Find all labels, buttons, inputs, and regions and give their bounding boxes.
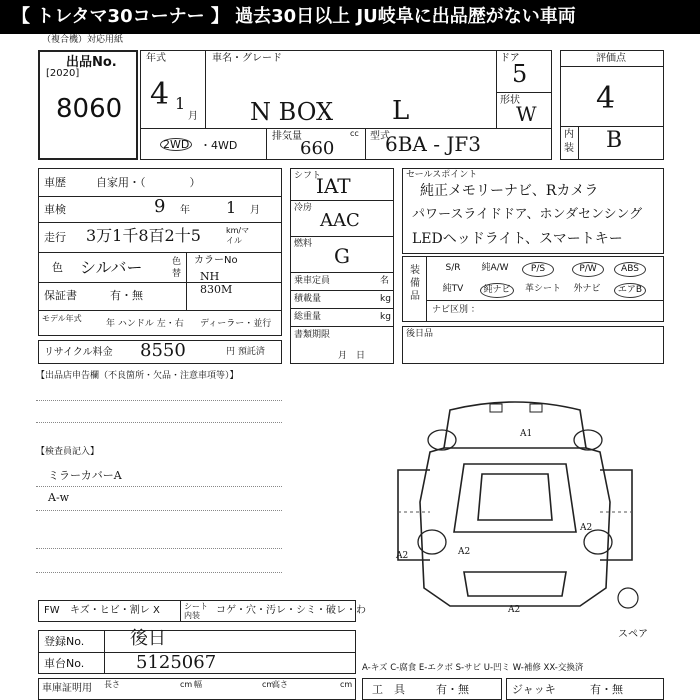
door-label: ドア — [500, 53, 520, 64]
garage-cert-label: 車庫証明用 — [42, 683, 92, 694]
year-value: 4 — [150, 77, 170, 112]
warranty-value: 有・無 — [110, 289, 143, 302]
car-name: N BOX — [250, 98, 334, 126]
model-label: 型式 — [370, 131, 390, 142]
mileage-label: 走行 — [44, 231, 66, 244]
dealer-label: ディーラー・並行 — [200, 319, 272, 329]
damage-mark-a2-right: A2 — [580, 523, 593, 533]
navi-label: ナビ区別 ： — [432, 305, 480, 315]
lot-small-number: [2020] — [46, 68, 80, 79]
spare-label: スペア — [618, 629, 648, 640]
cert-width-label: 幅 — [194, 680, 202, 689]
page-banner: 【 トレタマ30コーナー 】 過去30日以上 JU岐阜に出品歴がない車両 — [0, 0, 700, 34]
equip-abs: ABS — [614, 262, 646, 277]
shift-value: IAT — [316, 174, 351, 198]
score-value: 4 — [596, 81, 616, 116]
equip-ps: P/S — [522, 262, 554, 277]
model-value: 6BA - JF3 — [385, 132, 481, 156]
month-value: 1 — [175, 94, 186, 113]
gross-label: 総重量 — [294, 312, 322, 322]
frame-value: 5125067 — [136, 652, 217, 673]
ac-label: 冷房 — [294, 203, 313, 213]
color-label: 色 — [52, 261, 63, 274]
mileage-unit: km/マイル — [226, 226, 250, 245]
inspector-line-2: A-w — [48, 491, 70, 504]
month-unit: 月 — [188, 111, 198, 122]
inspection-year: 9 — [154, 196, 166, 217]
car-name-label: 車名・グレード — [212, 53, 282, 64]
later-date-box — [402, 326, 664, 364]
model-year-label: モデル年式 — [42, 314, 82, 323]
fw-label: FW — [44, 605, 60, 616]
doc-unit: 月 日 — [338, 351, 366, 361]
interior-value: B — [606, 128, 623, 153]
equipment-label: 装備品 — [410, 265, 420, 302]
inspection-month-unit: 月 — [250, 205, 260, 216]
equip-pw: P/W — [572, 262, 604, 277]
ac-value: AAC — [320, 210, 360, 231]
shift-label: シフト — [294, 171, 322, 181]
car-damage-diagram — [390, 392, 640, 622]
gross-unit: kg — [380, 312, 391, 322]
cert-length-unit: cm — [180, 680, 193, 689]
doc-label: 書類期限 — [294, 330, 331, 340]
inspector-line-1: ミラーカバーA — [48, 469, 122, 482]
recycle-unit: 円 預託済 — [226, 347, 265, 357]
equip-tv: 純TV — [442, 284, 464, 294]
later-date-label: 後日品 — [406, 329, 434, 339]
warranty-label: 保証書 — [44, 289, 77, 302]
cert-height-unit: cm — [340, 680, 353, 689]
damage-mark-a2-left: A2 — [396, 551, 409, 561]
frame-label: 車台No. — [44, 657, 85, 670]
damage-mark-a2-door: A2 — [458, 547, 471, 557]
capacity-label: 乗車定員 — [294, 276, 331, 286]
sheet-note: （複合機）対応用紙 — [42, 35, 124, 45]
seat-items: コゲ・穴・汚レ・シミ・破レ・わ — [216, 605, 366, 616]
capacity-unit: 名 — [380, 276, 390, 286]
fw-items: キズ・ヒビ・割レ X — [70, 605, 160, 616]
damage-mark-a1: A1 — [520, 429, 533, 439]
sales-point-line-3: LEDヘッドライト、スマートキー — [412, 231, 623, 247]
load-unit: kg — [380, 294, 391, 304]
history-label: 車歴 — [44, 176, 66, 189]
tools-value: 有・無 — [436, 683, 469, 696]
equip-outside-navi: 外ナビ — [573, 284, 601, 294]
load-label: 積載量 — [294, 294, 322, 304]
tools-label: 工 具 — [372, 683, 405, 696]
damage-legend: A-キズ C-腐食 E-エクボ S-サビ U-凹ミ W-補修 XX-交換済 — [362, 663, 584, 673]
inspection-month: 1 — [226, 198, 237, 217]
drive-4wd: ・4WD — [200, 139, 238, 152]
jack-value: 有・無 — [590, 683, 623, 696]
remarks-label: 【出品店申告欄（不良箇所・欠品・注意車項等）】 — [36, 371, 239, 381]
equip-airbag: エアB — [614, 283, 646, 298]
recycle-value: 8550 — [140, 340, 186, 361]
inspection-year-unit: 年 — [180, 205, 190, 216]
registration-value: 後日 — [130, 628, 166, 649]
lot-label: 出品No. — [66, 55, 117, 70]
equip-alloy-wheel: 純A/W — [481, 263, 509, 273]
registration-label: 登録No. — [44, 635, 85, 648]
interior-label: 内装 — [564, 129, 574, 154]
inspection-label: 車検 — [44, 203, 66, 216]
color-no-value: NH 830M — [200, 270, 233, 296]
door-value: 5 — [512, 60, 528, 88]
equip-sr: S/R — [445, 263, 461, 273]
shape-label: 形状 — [500, 95, 520, 106]
shape-value: W — [516, 102, 537, 126]
displacement-value: 660 — [300, 138, 335, 159]
mileage-value: 3万1千8百2十5 — [86, 226, 201, 245]
equip-leather-seat: 革シート — [524, 284, 561, 294]
seat-label: シート内装 — [184, 602, 208, 620]
handle-label: 年 ハンドル 左・右 — [106, 319, 184, 329]
damage-mark-a2-rear: A2 — [508, 605, 521, 615]
cert-length-label: 長さ — [104, 680, 120, 689]
fuel-label: 燃料 — [294, 239, 313, 249]
cert-width-unit: cm — [262, 680, 275, 689]
color-change-label: 色替 — [172, 257, 182, 279]
color-value: シルバー — [80, 258, 143, 277]
car-grade: L — [392, 96, 410, 126]
history-options: 自家用・（ ） — [96, 176, 201, 189]
fuel-value: G — [334, 244, 350, 268]
displacement-label: 排気量 — [272, 131, 302, 142]
cert-height-label: 高さ — [272, 680, 288, 689]
drive-2wd: 2WD — [160, 138, 192, 151]
recycle-label: リサイクル料金 — [44, 347, 113, 358]
lot-number: 8060 — [56, 94, 123, 124]
sales-point-line-2: パワースライドドア、ホンダセンシング — [412, 207, 643, 222]
score-label: 評価点 — [596, 53, 626, 64]
cc-unit: cc — [350, 129, 359, 138]
equip-navi: 純ナビ — [480, 283, 514, 298]
jack-label: ジャッキ — [512, 683, 556, 696]
color-no-label: カラーNo — [194, 255, 238, 266]
inspector-label: 【検査員記入】 — [36, 447, 100, 457]
sales-point-line-1: 純正メモリーナビ、Rカメラ — [420, 183, 599, 199]
year-label: 年式 — [146, 53, 166, 64]
sales-points-label: セールスポイント — [406, 170, 478, 180]
